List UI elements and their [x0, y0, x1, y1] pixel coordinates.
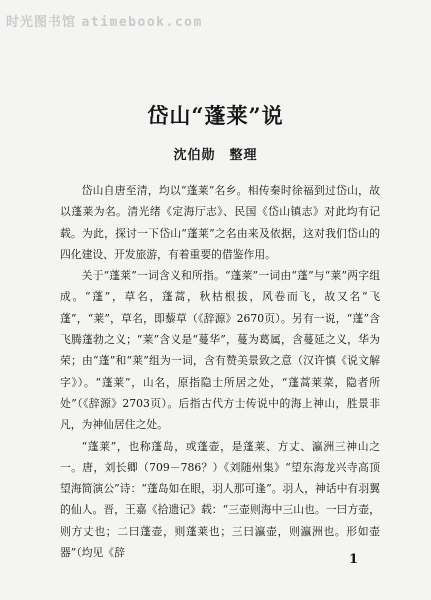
watermark — [6, 11, 203, 30]
paragraph-introduction: 岱山自唐至清，均以“蓬莱”名乡。相传秦时徐福到过岱山，故以蓬莱为名。清光绪《定海厅志》、民国《岱山镇志》对此均有记载。为此，探讨一下岱山“蓬莱”之名由来及依据，这对我们岱山的四化建设、开发旅游，有着重要的借鉴作用。 — [60, 184, 380, 261]
paragraph-three-mountains: “蓬莱”，也称蓬岛，或蓬壶，是蓬莱、方丈、瀛洲三神山之一。唐，刘长卿（709－786？）《刘随州集》“望东海龙兴寺高顶望海简演公”诗：“蓬岛如在眼，羽人那可逢”。羽人，神话中有羽翼的仙人。晋，王嘉《拾遗记》载：“三壶则海中三山也。一曰方壶，则方丈也；二曰蓬壶，则蓬莱也；三曰瀛壶，则瀛洲也。形如壶器”（均见《辞 — [60, 439, 380, 560]
paragraph-meaning: 关于“蓬莱”一词含义和所指。“蓬莱”一词由“蓬”与“莱”两字组成。“蓬”，草名，蓬蒿，秋枯根拔，风卷而飞，故又名“飞蓬”，“莱”，草名，即藜草（《辞源》2670页）。另有一说，“蓬”含飞腾蓬勃之义；“莱”含义是“蔓华”，蔓为葛属，含蔓延之义，华为荣；由“蓬”和“莱”组为一词，含有赞美景致之意（汉许慎《说文解字》）。“蓬莱”，山名，原指隐士所居之处，“蓬蒿莱菜，隐者所处”（《辞源》2703页）。后指古代方士传说中的海上神山，胜景非凡，为神仙居住之处。 — [60, 269, 380, 432]
watermark-site-name: 时光图书馆 — [6, 15, 77, 30]
article-title: 岱山“蓬莱”说 — [147, 103, 284, 128]
watermark-url: atimebook.com — [81, 15, 203, 30]
article-body — [60, 180, 380, 563]
page-number: 1 — [349, 552, 359, 567]
article-author: 沈伯勋 整理 — [173, 148, 258, 163]
